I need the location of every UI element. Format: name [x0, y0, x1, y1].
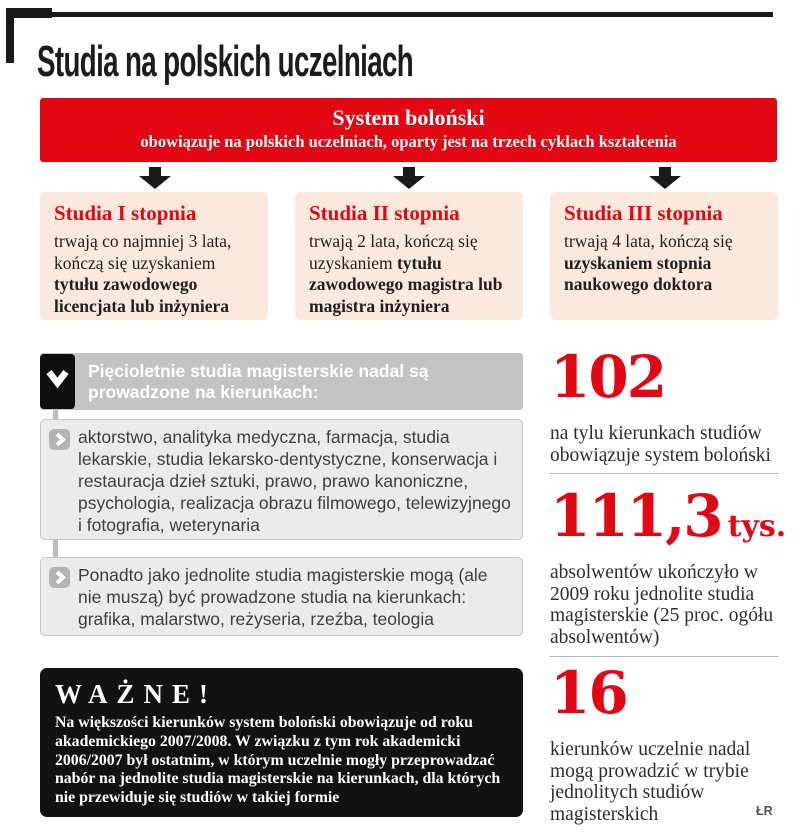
- cycle-text-bold: uzyskaniem stopnia naukowego doktora: [564, 252, 713, 295]
- cycle-text-bold: tytułu zawodowego licencjata lub inżyniera: [54, 274, 229, 316]
- list-item-text: Ponadto jako jednolite studia magisterskie mogą (ale nie muszą) być prowadzone studia na kierunkach: grafika, malarstwo, reżyseria, rzeźba, teologia: [78, 565, 488, 629]
- stat-caption: absolwentów ukończyło w 2009 roku jednolite studia magisterskie (25 proc. ogółu absolwentów): [550, 562, 774, 648]
- cycle-description: [309, 231, 509, 317]
- cycle-panel-second-degree: [295, 192, 523, 320]
- list-section-header-label: Pięcioletnie studia magisterskie nadal są prowadzone na kierunkach:: [88, 361, 429, 402]
- down-arrow-icon: [393, 167, 425, 189]
- cycle-text-regular: trwają 4 lata, kończą się: [564, 231, 733, 252]
- chevron-right-icon: [49, 429, 70, 450]
- important-notice-box: [40, 668, 523, 817]
- cycle-title: Studia II stopnia: [309, 201, 460, 225]
- stat-value: [550, 659, 782, 731]
- cycle-description: [564, 231, 764, 296]
- cycle-panel-third-degree: [550, 192, 778, 320]
- cycle-panel-first-degree: [40, 192, 268, 320]
- stat-number: 111,3: [550, 482, 722, 550]
- top-rule-line: [6, 12, 773, 17]
- chevron-down-icon: [40, 354, 75, 409]
- stats-divider: [550, 656, 778, 657]
- list-item: [40, 419, 523, 540]
- stat-value: [550, 343, 782, 415]
- cycle-title: Studia I stopnia: [54, 201, 197, 225]
- stat-graduates-2009: [550, 482, 787, 648]
- down-arrow-icon: [649, 167, 681, 189]
- list-section-header: [40, 353, 523, 410]
- stat-caption: na tylu kierunkach studiów obowiązuje system boloński: [550, 423, 771, 466]
- important-title: WAŻNE!: [55, 679, 218, 709]
- cycle-text-bold: tytułu zawodowego magistra lub magistra inżyniera: [309, 252, 503, 316]
- page-title: Studia na polskich uczelniach: [37, 37, 414, 86]
- stat-number: 16: [550, 659, 627, 727]
- cycle-description: [54, 231, 254, 317]
- list-item: [40, 557, 523, 636]
- author-credit: ŁR: [756, 804, 773, 818]
- cycle-text-regular: trwają 2 lata, kończą się uzyskaniem: [309, 231, 478, 273]
- list-item-text: aktorstwo, analityka medyczna, farmacja, studia lekarskie, studia lekarsko-dentystyczne, konserwacja i restauracja dzieł sztuki, prawo, prawo kanoniczne, psychologia, realizacja obrazu filmowego, telewizyjnego i fotografia, weterynaria: [78, 427, 511, 535]
- stat-number: 102: [550, 343, 666, 411]
- bologna-system-banner: [40, 98, 777, 162]
- stat-unit: tys.: [727, 509, 787, 544]
- cycle-text-regular: trwają co najmniej 3 lata, kończą się uzyskaniem: [54, 231, 232, 273]
- stat-caption: kierunków uczelnie nadal mogą prowadzić w trybie jednolitych studiów magisterskich: [550, 739, 751, 825]
- stats-divider: [550, 473, 778, 474]
- chevron-right-icon: [49, 567, 70, 588]
- connector-line: [53, 539, 58, 558]
- cycle-title: Studia III stopnia: [564, 201, 723, 225]
- stat-uniform-masters-fields: [550, 659, 782, 825]
- stat-value: [550, 482, 787, 554]
- important-body: Na większości kierunków system boloński obowiązuje od roku akademickiego 2007/2008. W związku z tym rok akademicki 2006/2007 był ostatnim, w którym uczelnie mogły przeprowadzać nabór na jednolite studia magisterskie na kierunkach, dla których nie przewiduje się studiów w takiej formie: [55, 714, 501, 806]
- stat-bologna-fields: [550, 343, 782, 466]
- banner-subtitle: obowiązuje na polskich uczelniach, oparty jest na trzech cyklach kształcenia: [140, 132, 677, 151]
- down-arrow-icon: [139, 167, 171, 189]
- banner-title: System boloński: [332, 105, 485, 130]
